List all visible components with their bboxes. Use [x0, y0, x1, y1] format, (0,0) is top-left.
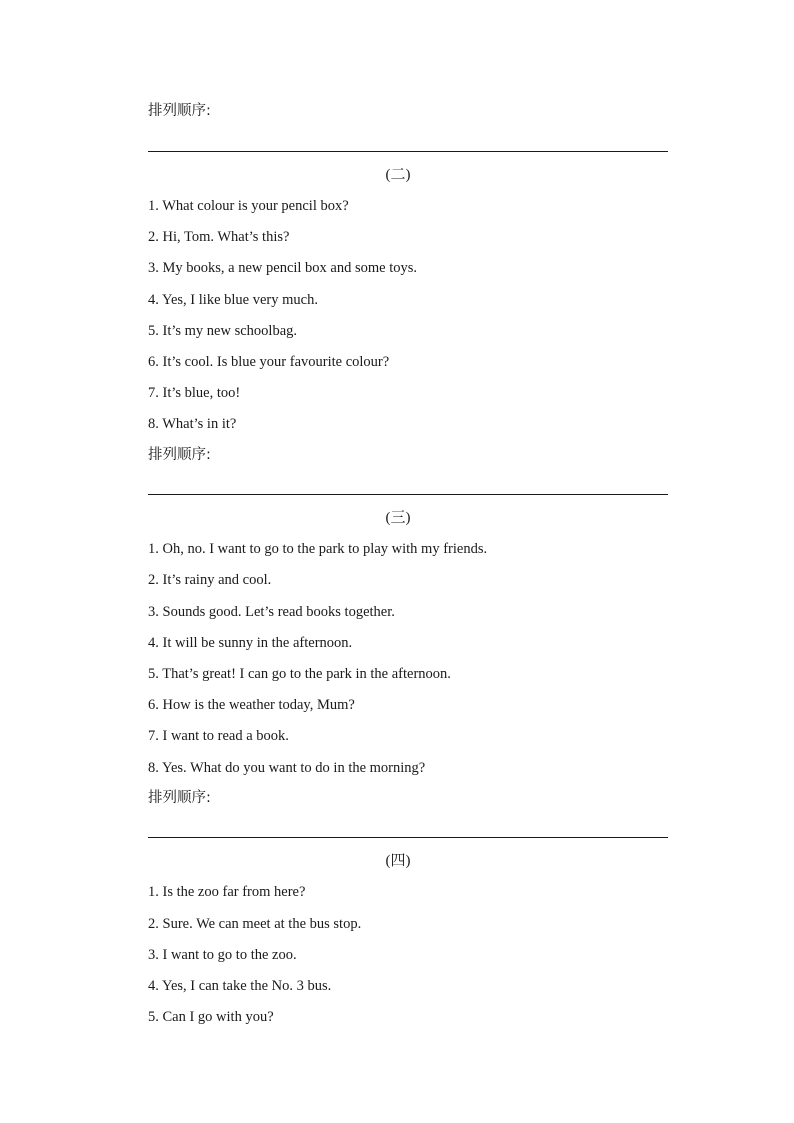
order-label: 排列顺序:	[148, 447, 211, 463]
section-title-4: (四)	[385, 853, 411, 869]
answer-line[interactable]	[148, 494, 668, 495]
sentence: 2. It’s rainy and cool.	[148, 572, 272, 588]
sentence: 8. Yes. What do you want to do in the morning?	[148, 760, 426, 776]
sentence: 1. Is the zoo far from here?	[148, 884, 306, 900]
sentence: 1. Oh, no. I want to go to the park to play with my friends.	[148, 541, 488, 557]
sentence: 1. What colour is your pencil box?	[148, 198, 349, 214]
sentence: 2. Hi, Tom. What’s this?	[148, 229, 290, 245]
sentence: 3. Sounds good. Let’s read books together.	[148, 604, 395, 620]
sentence: 4. Yes, I can take the No. 3 bus.	[148, 978, 332, 994]
worksheet-page	[148, 0, 668, 1123]
sentence: 6. It’s cool. Is blue your favourite colour?	[148, 354, 390, 370]
sentence: 4. It will be sunny in the afternoon.	[148, 635, 353, 651]
sentence: 8. What’s in it?	[148, 416, 237, 432]
sentence: 7. I want to read a book.	[148, 728, 289, 744]
sentence: 6. How is the weather today, Mum?	[148, 697, 355, 713]
sentence: 5. That’s great! I can go to the park in the afternoon.	[148, 666, 451, 682]
sentence: 2. Sure. We can meet at the bus stop.	[148, 916, 362, 932]
section-title-3: (三)	[385, 510, 411, 526]
answer-line[interactable]	[148, 151, 668, 152]
order-label: 排列顺序:	[148, 103, 211, 119]
sentence: 5. Can I go with you?	[148, 1009, 274, 1025]
order-label: 排列顺序:	[148, 790, 211, 806]
section-title-2: (二)	[385, 167, 411, 183]
sentence: 4. Yes, I like blue very much.	[148, 292, 318, 308]
sentence: 5. It’s my new schoolbag.	[148, 323, 298, 339]
answer-line[interactable]	[148, 837, 668, 838]
sentence: 3. I want to go to the zoo.	[148, 947, 297, 963]
sentence: 3. My books, a new pencil box and some toys.	[148, 260, 418, 276]
sentence: 7. It’s blue, too!	[148, 385, 241, 401]
